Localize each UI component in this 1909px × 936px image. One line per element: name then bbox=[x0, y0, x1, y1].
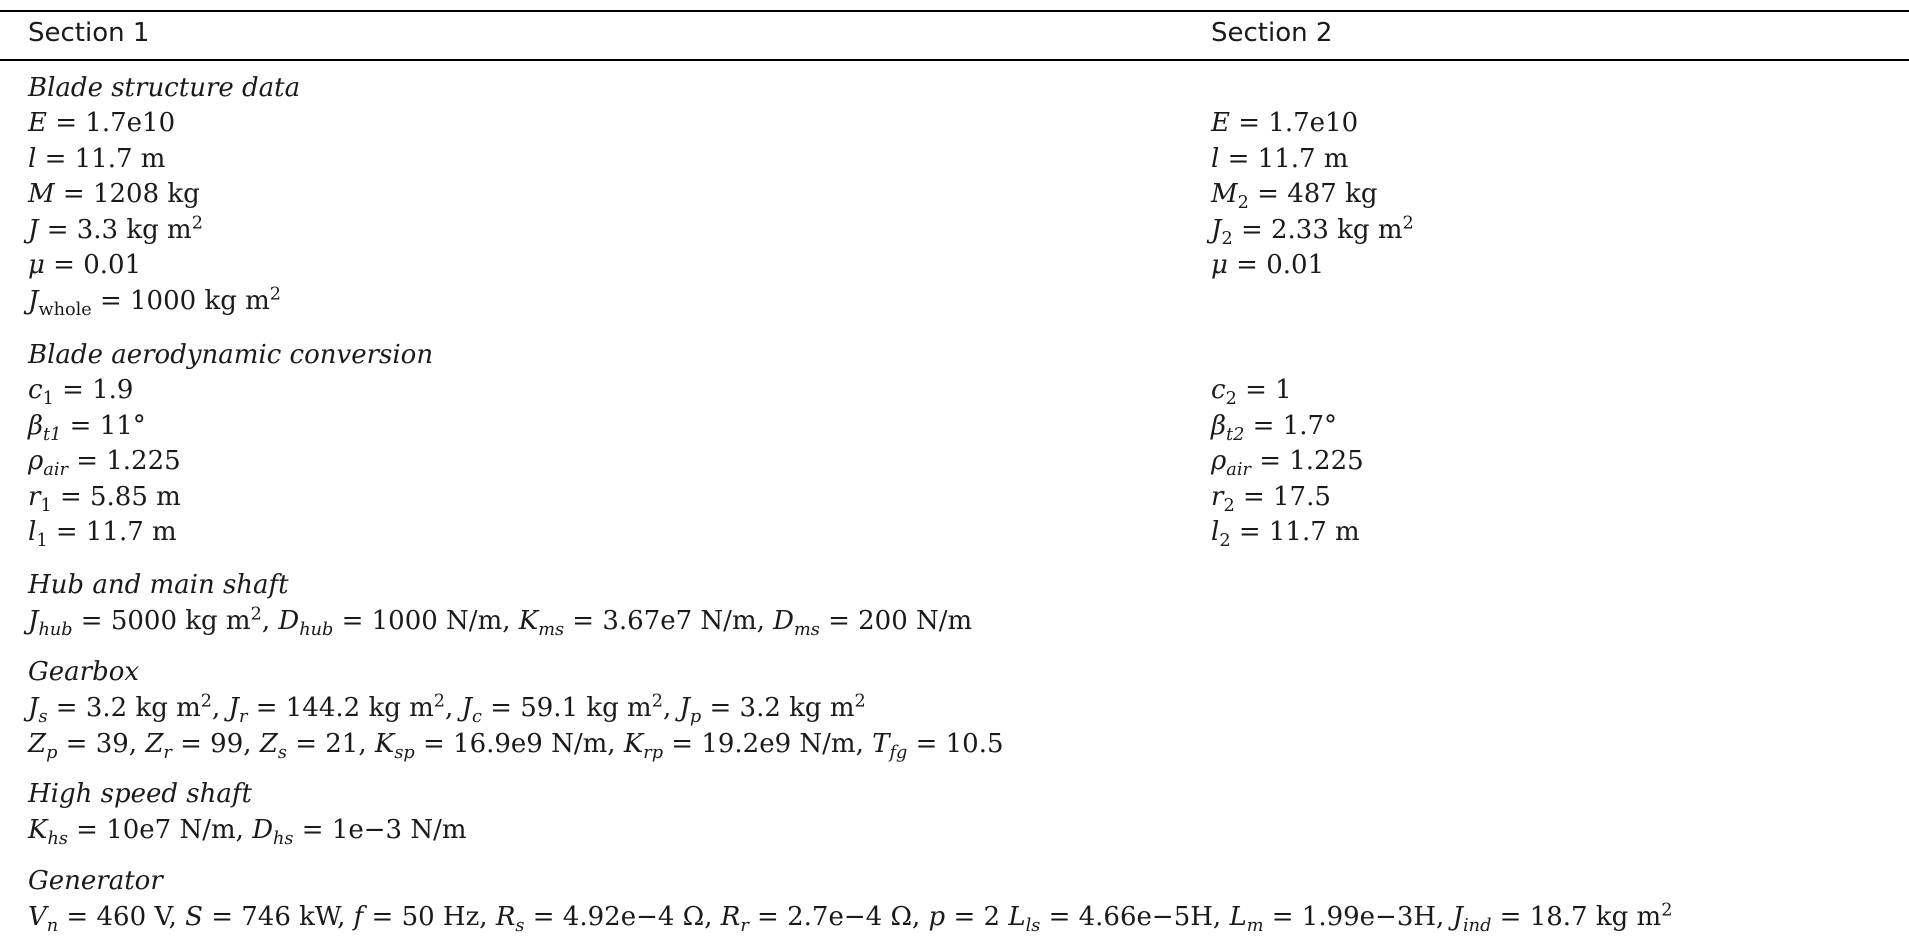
parameter-line: $\beta_{t1} = 11^\circ$ bbox=[28, 410, 146, 445]
parameter-line: J = 3.3 kg $m^2$ bbox=[28, 212, 203, 245]
section-heading: Blade structure data bbox=[28, 73, 301, 103]
parameter-line: $Z_p = 39$, $Z_r = 99$, $Z_s = 21$, $K_{sp} = 16.9e9$ N/m, $K_{rp} = 19.2e9$ N/m, $T_{fg} = 10.5$ bbox=[28, 729, 1004, 764]
parameter-line: μ = 0.01 bbox=[28, 250, 142, 280]
header-rule bbox=[0, 59, 1909, 61]
generator-block bbox=[28, 864, 1899, 935]
section2-values bbox=[1211, 106, 1899, 319]
parameter-line: $J_{hub} = 5000$ kg $m^2$, $D_{hub} = 1000$ N/m, $K_{ms} = 3.67e7$ N/m, $D_{ms} = 200$ N/m bbox=[28, 604, 973, 641]
parameter-lines bbox=[28, 899, 1899, 935]
parameter-line: $J_s = 3.2$ kg $m^2$, $J_r = 144.2$ kg $m^2$, $J_c = 59.1$ kg $m^2$, $J_p = 3.2$ kg $m^2$ bbox=[28, 691, 866, 728]
parameter-line: $\beta_{t2} = 1.7^\circ$ bbox=[1211, 410, 1338, 445]
parameter-lines bbox=[28, 812, 1899, 848]
parameter-line: $M_2 = 487$ kg bbox=[1211, 179, 1378, 214]
section1-values bbox=[28, 373, 1211, 551]
section-heading: Gearbox bbox=[28, 657, 140, 687]
high-speed-shaft-block bbox=[28, 777, 1899, 848]
column-header-section-1: Section 1 bbox=[28, 18, 150, 48]
parameter-line: E = 1.7e10 bbox=[28, 108, 176, 138]
blade-aero-block bbox=[28, 338, 1899, 551]
parameter-line: $c_1 = 1.9$ bbox=[28, 375, 134, 410]
section-heading: High speed shaft bbox=[28, 779, 252, 809]
section1-values bbox=[28, 106, 1211, 319]
gearbox-block bbox=[28, 655, 1899, 762]
parameter-line: $V_n = 460$ V, S = 746 kW, f = 50 Hz, $R_s = 4.92e-4$ Ω, $R_r = 2.7e-4$ Ω, p = 2 $L_{ls} = 4.66e-5H$, $L_m = 1.99e-3H$, $J_{ind} = 18.7$ kg $m^2$ bbox=[28, 900, 1673, 936]
section-heading: Generator bbox=[28, 866, 163, 896]
blade-structure-block bbox=[28, 71, 1899, 319]
parameter-lines bbox=[28, 690, 1899, 762]
parameter-line: $r_1 = 5.85$ m bbox=[28, 481, 181, 516]
parameter-line: $J_{whole} = 1000$ kg $m^2$ bbox=[28, 283, 282, 320]
table-top-rule bbox=[0, 10, 1909, 12]
section-heading: Hub and main shaft bbox=[28, 570, 289, 600]
parameter-line: $J_2 = 2.33$ kg $m^2$ bbox=[1211, 212, 1414, 249]
parameter-line: l = 11.7 m bbox=[1211, 143, 1349, 174]
parameter-line: $\rho_{air} = 1.225$ bbox=[1211, 446, 1364, 481]
section-heading: Blade aerodynamic conversion bbox=[28, 340, 434, 370]
parameter-line: M = 1208 kg bbox=[28, 179, 200, 209]
parameter-line: $K_{hs} = 10e7$ N/m, $D_{hs} = 1e-3$ N/m bbox=[28, 815, 467, 850]
hub-main-shaft-block bbox=[28, 568, 1899, 639]
column-header-section-2: Section 2 bbox=[1211, 18, 1333, 48]
parameter-line: l = 11.7 m bbox=[28, 143, 166, 174]
parameter-line: μ = 0.01 bbox=[1211, 250, 1325, 280]
parameter-line: E = 1.7e10 bbox=[1211, 108, 1359, 138]
parameter-line: $c_2 = 1$ bbox=[1211, 375, 1292, 410]
parameter-line: $l_1 = 11.7$ m bbox=[28, 517, 177, 552]
parameter-line: $\rho_{air} = 1.225$ bbox=[28, 446, 181, 481]
parameter-line: $r_2 = 17.5$ bbox=[1211, 481, 1331, 516]
parameter-line: $l_2 = 11.7$ m bbox=[1211, 517, 1360, 552]
parameter-lines bbox=[28, 603, 1899, 639]
section2-values bbox=[1211, 373, 1899, 551]
